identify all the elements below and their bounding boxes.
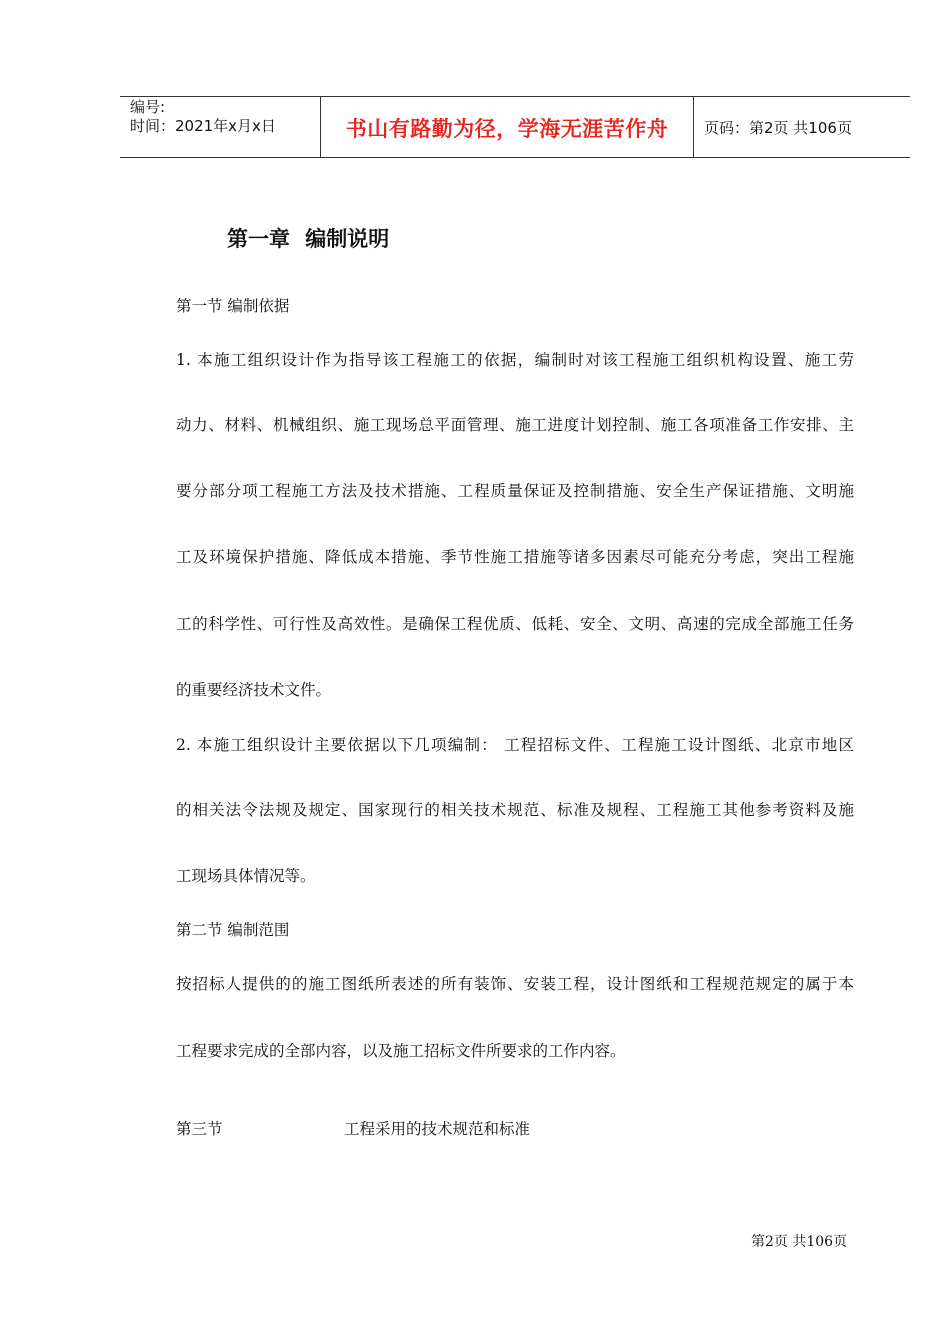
section1-para2-line: 工现场具体情况等。 [176,867,316,885]
page-header [120,96,910,158]
section1-para1-line: 动力、材料、机械组织、施工现场总平面管理、施工进度计划控制、施工各项准备工作安排、主 [176,416,854,434]
section1-para2-line: 2. 本施工组织设计主要依据以下几项编制： 工程招标文件、工程施工设计图纸、北京市地区 [176,736,854,754]
page-footer: 第2页 共106页 [751,1234,848,1250]
header-number-label: 编号: [130,98,166,116]
section1-para1-line: 的重要经济技术文件。 [176,681,332,699]
chapter-title: 第一章 编制说明 [227,227,390,251]
header-time-label: 时间：2021年x月x日 [130,117,276,135]
header-page-info: 页码：第2页 共106页 [704,118,852,137]
header-motto: 书山有路勤为径，学海无涯苦作舟 [345,117,669,141]
section1-para1-line: 1. 本施工组织设计作为指导该工程施工的依据，编制时对该工程施工组织机构设置、施工劳 [176,351,854,369]
section1-para2-line: 的相关法令法规及规定、国家现行的相关技术规范、标准及规程、工程施工其他参考资料及施 [176,801,854,819]
section2-para-line: 按招标人提供的的施工图纸所表述的所有装饰、安装工程，设计图纸和工程规范规定的属于本 [176,975,854,993]
section1-para1-line: 要分部分项工程施工方法及技术措施、工程质量保证及控制措施、安全生产保证措施、文明施 [176,482,854,500]
header-meta [120,97,321,157]
header-motto-cell [321,97,694,157]
section1-title: 第一节 编制依据 [176,297,290,315]
section3-title: 工程采用的技术规范和标准 [344,1120,531,1138]
section1-para1-line: 工的科学性、可行性及高效性。是确保工程优质、低耗、安全、文明、高速的完成全部施工任务 [176,615,854,633]
section2-para-line: 工程要求完成的全部内容，以及施工招标文件所要求的工作内容。 [176,1042,626,1060]
section2-title: 第二节 编制范围 [176,921,290,939]
section1-para1-line: 工及环境保护措施、降低成本措施、季节性施工措施等诸多因素尽可能充分考虑，突出工程施 [176,548,854,566]
section3-label: 第三节 [176,1120,223,1138]
